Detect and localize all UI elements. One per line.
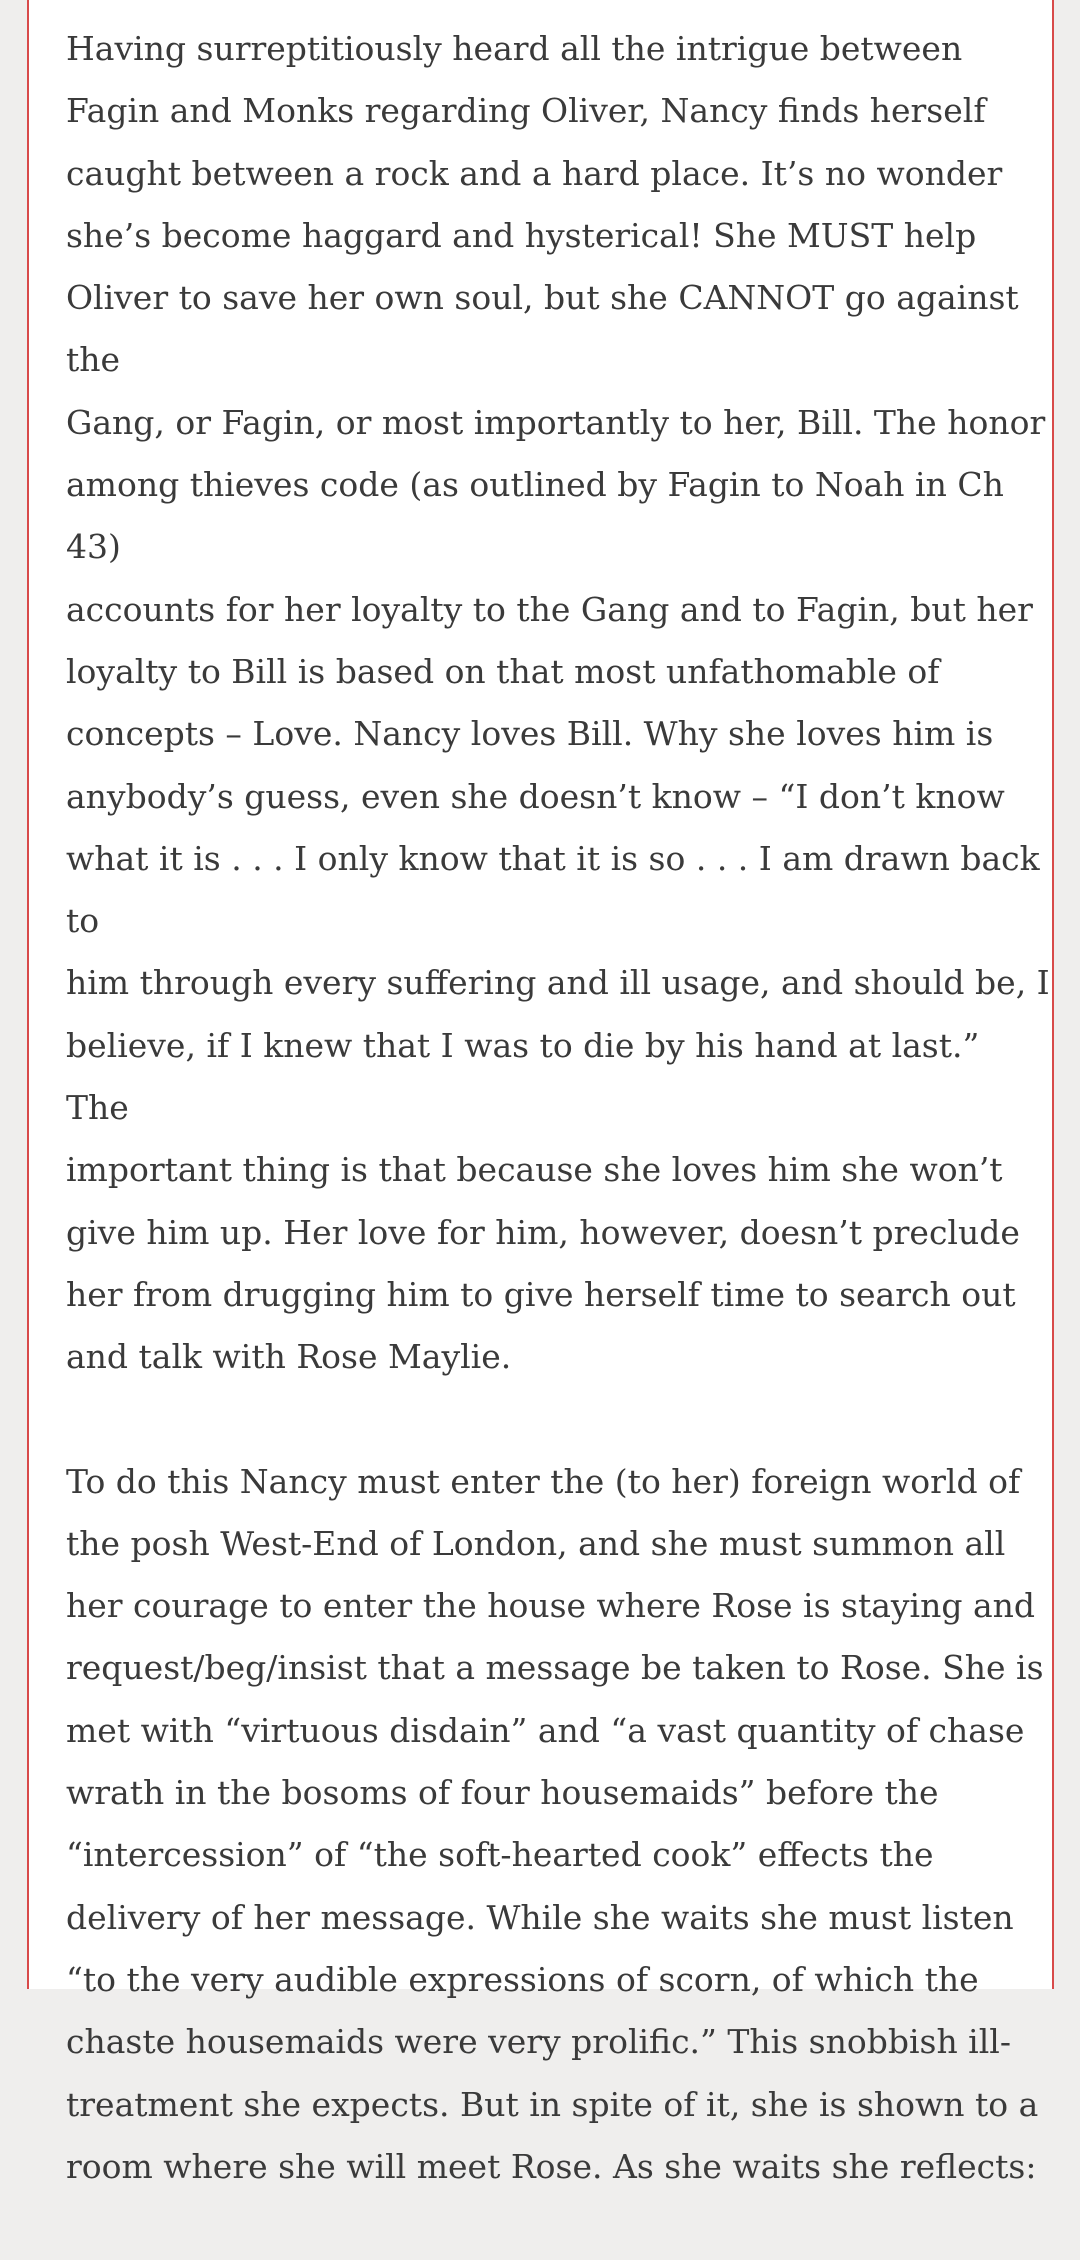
article-body <box>66 18 1051 2260</box>
paragraph-1: Having surreptitiously heard all the intrigue between Fagin and Monks regarding Oliver, Nancy finds herself caught between a rock and a hard place. It’s no wonder she’s become haggard and hysterical! She MUST help Oliver to save her own soul, but she CANNOT go against the Gang, or Fagin, or most importantly to her, Bill. The honor among thieves code (as outlined by Fagin to Noah in Ch 43) accounts for her loyalty to the Gang and to Fagin, but her loyalty to Bill is based on that most unfathomable of concepts – Love. Nancy loves Bill. Why she loves him is anybody’s guess, even she doesn’t know – “I don’t know what it is . . . I only know that it is so . . . I am drawn back to him through every suffering and ill usage, and should be, I believe, if I knew that I was to die by his hand at last.” The important thing is that because she loves him she won’t give him up. Her love for him, however, doesn’t preclude her from drugging him to give herself time to search out and talk with Rose Maylie. <box>66 29 1050 1377</box>
paragraph-2: To do this Nancy must enter the (to her) foreign world of the posh West-End of London, and she must summon all her courage to enter the house where Rose is staying and request/beg/insist that a message be taken to Rose. She is met with “virtuous disdain” and “a vast quantity of chase wrath in the bosoms of four housemaids” before the “intercession” of “the soft-hearted cook” effects the delivery of her message. While she waits she must listen “to the very audible expressions of scorn, of which the chaste housemaids were very prolific.” This snobbish ill- treatment she expects. But in spite of it, she is shown to a room where she will meet Rose. As she waits she reflects: <box>66 1461 1044 2186</box>
article-page <box>27 0 1054 2186</box>
